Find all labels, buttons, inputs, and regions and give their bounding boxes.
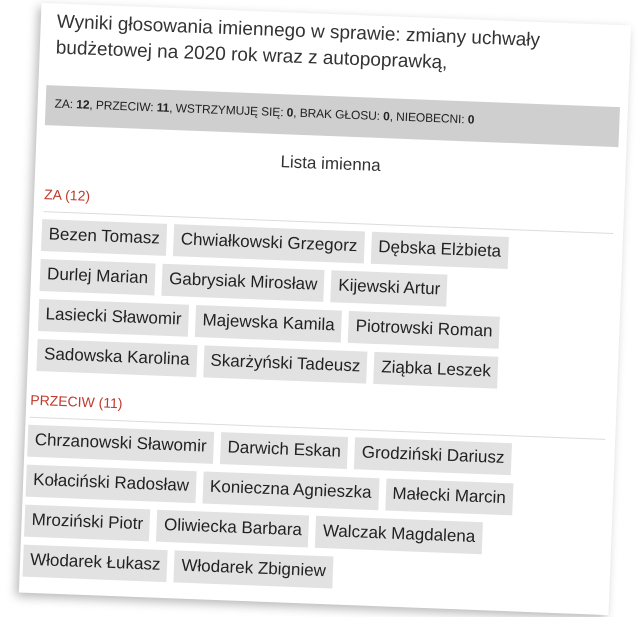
summary-przeciw-label: PRZECIW:	[95, 98, 154, 115]
summary-nieobecni-label: NIEOBECNI:	[395, 109, 465, 127]
summary-za-value: 12	[76, 97, 90, 112]
section-za-names	[36, 219, 561, 391]
voter-tag: Małecki Marcin	[385, 478, 513, 515]
summary-nieobecni-value: 0	[467, 112, 475, 127]
voter-tag: Konieczna Agnieszka	[202, 471, 379, 510]
vote-results-card	[19, 3, 631, 615]
voter-tag: Lasiecki Sławomir	[38, 299, 189, 337]
voter-tag: Darwich Eskan	[220, 432, 349, 469]
voter-tag: Włodarek Zbigniew	[174, 550, 334, 588]
voter-tag: Piotrowski Roman	[348, 311, 500, 349]
voter-tag: Ziąbka Leszek	[374, 352, 499, 389]
voter-tag: Skarżyński Tadeusz	[203, 345, 368, 383]
voter-tag: Włodarek Łukasz	[23, 545, 169, 583]
name-list-title: Lista imienna	[280, 152, 381, 176]
vote-title: Wyniki głosowania imiennego w sprawie: zmiany uchwały budżetowej na 2020 rok wraz z autopoprawką,	[55, 11, 541, 74]
voter-tag: Grodziński Dariusz	[354, 437, 512, 475]
summary-wstrzymuje-value: 0	[286, 105, 294, 120]
voter-tag: Gabrysiak Mirosław	[161, 264, 324, 302]
vote-summary-bar: ZA: 12, PRZECIW: 11, WSTRZYMUJĘ SIĘ: 0, BRAK GŁOSU: 0, NIEOBECNI: 0	[45, 85, 620, 147]
section-przeciw-label: PRZECIW (11)	[29, 391, 123, 412]
section-przeciw-names	[23, 425, 568, 598]
voter-tag: Mroziński Piotr	[24, 505, 151, 542]
summary-brak-label: BRAK GŁOSU:	[299, 105, 381, 123]
voter-tag: Walczak Magdalena	[315, 516, 483, 554]
voter-tag: Kołaciński Radosław	[26, 465, 197, 503]
voter-tag: Chwiałkowski Grzegorz	[173, 224, 365, 263]
summary-wstrzymuje-label: WSTRZYMUJĘ SIĘ:	[175, 101, 284, 120]
summary-za-label: ZA:	[54, 96, 74, 112]
voter-tag: Oliwiecka Barbara	[156, 510, 309, 548]
summary-przeciw-value: 11	[156, 100, 170, 115]
summary-brak-value: 0	[382, 109, 391, 124]
voter-tag: Dębska Elżbieta	[371, 232, 509, 269]
voter-tag: Majewska Kamila	[195, 305, 342, 343]
voter-tag: Chrzanowski Sławomir	[27, 425, 214, 464]
voter-tag: Kijewski Artur	[331, 270, 448, 306]
section-za-label: ZA (12)	[43, 186, 91, 204]
voter-tag: Bezen Tomasz	[41, 219, 167, 256]
voter-tag: Durlej Marian	[39, 259, 155, 295]
voter-tag: Sadowska Karolina	[36, 339, 197, 377]
